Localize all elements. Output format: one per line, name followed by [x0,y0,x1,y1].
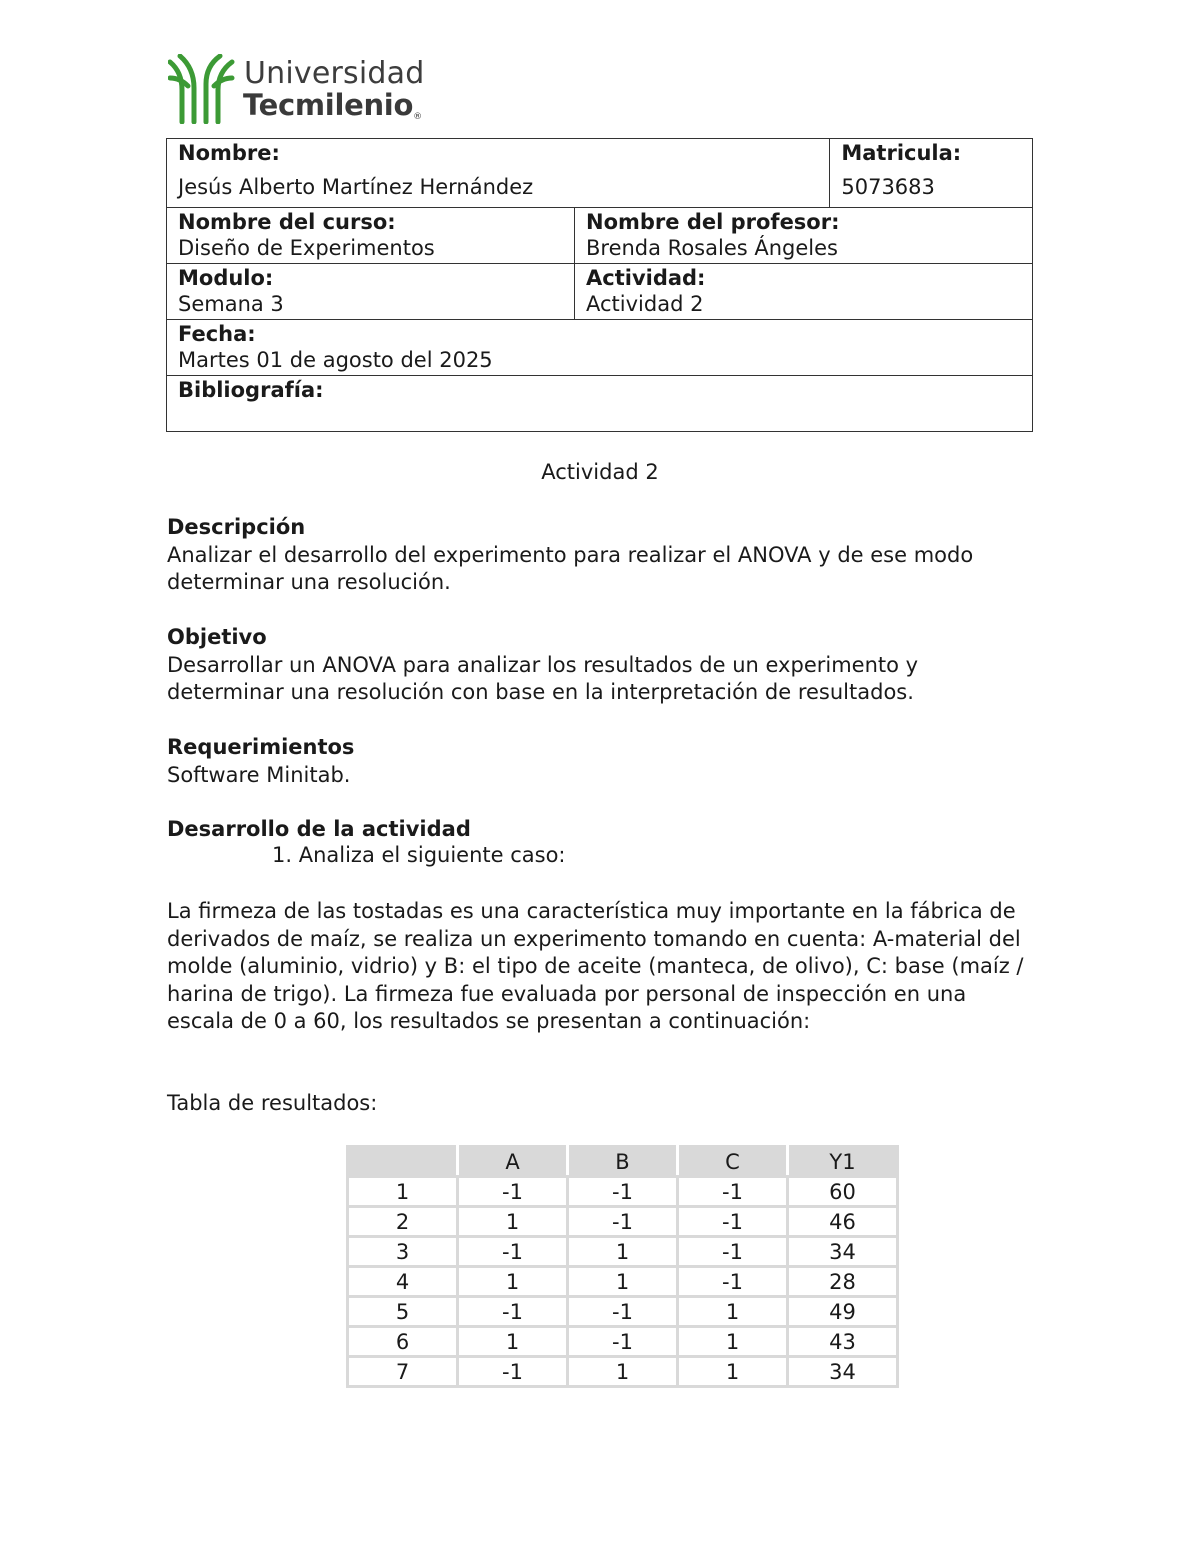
fecha-cell [167,320,1033,376]
fecha-label: Fecha: [178,322,256,346]
table-row [348,1177,898,1207]
header-cell: Y1 [788,1147,898,1177]
table-cell: -1 [568,1327,678,1357]
table-cell: 46 [788,1207,898,1237]
objetivo-heading: Objetivo [167,625,267,649]
modulo-cell [167,264,575,320]
table-cell: -1 [458,1357,568,1387]
table-cell: 7 [348,1357,458,1387]
descripcion-heading: Descripción [167,515,306,539]
table-header-row [348,1147,898,1177]
caso-text: La firmeza de las tostadas es una característica muy importante en la fábrica de derivados de maíz, se realiza un experimento tomando en cuenta: A-material del molde (aluminio, vidrio) y B: el tipo de aceite (manteca, de olivo), C: base (maíz / harina de trigo). La firmeza fue evaluada por personal de inspección en una escala de 0 a 60, los resultados se presentan a continuación: [167,899,1024,1033]
header-cell: B [568,1147,678,1177]
table-cell: 2 [348,1207,458,1237]
table-cell: 1 [458,1327,568,1357]
table-cell: -1 [678,1207,788,1237]
table-cell: 60 [788,1177,898,1207]
table-cell: 1 [678,1327,788,1357]
desarrollo-heading: Desarrollo de la actividad [167,817,471,841]
matricula-label: Matricula: [841,141,962,165]
table-cell: 5 [348,1297,458,1327]
table-row [348,1267,898,1297]
tabla-label-section [167,1090,1037,1118]
table-cell: 1 [678,1297,788,1327]
actividad-value: Actividad 2 [586,292,704,316]
table-cell: 34 [788,1237,898,1267]
university-logo [168,52,428,126]
table-row [348,1207,898,1237]
table-row [348,1237,898,1267]
curso-label: Nombre del curso: [178,210,396,234]
table-cell: -1 [678,1177,788,1207]
student-info-table [166,138,1033,432]
table-cell: -1 [678,1237,788,1267]
logo-universidad-text: Universidad [244,56,425,91]
table-row [348,1297,898,1327]
nombre-label: Nombre: [178,141,280,165]
objetivo-text: Desarrollar un ANOVA para analizar los resultados de un experimento y determinar una resolución con base en la interpretación de resultados. [167,652,919,704]
tabla-label: Tabla de resultados: [167,1091,378,1115]
table-row [348,1357,898,1387]
table-cell: 43 [788,1327,898,1357]
matricula-value: 5073683 [841,175,935,199]
table-cell: -1 [458,1177,568,1207]
descripcion-section [167,514,1037,597]
table-cell: 1 [568,1237,678,1267]
table-row [348,1327,898,1357]
table-cell: 34 [788,1357,898,1387]
profesor-value: Brenda Rosales Ángeles [586,236,838,260]
curso-cell [167,208,575,264]
profesor-label: Nombre del profesor: [586,210,840,234]
caso-section [167,898,1037,1036]
document-title: Actividad 2 [541,460,659,484]
requerimientos-text: Software Minitab. [167,762,351,787]
actividad-cell [575,264,1033,320]
desarrollo-section [167,816,1037,844]
header-cell: A [458,1147,568,1177]
table-cell: -1 [458,1297,568,1327]
actividad-label: Actividad: [586,266,706,290]
header-cell: C [678,1147,788,1177]
table-cell: 6 [348,1327,458,1357]
nombre-value: Jesús Alberto Martínez Hernández [178,175,534,199]
table-cell: 1 [568,1267,678,1297]
results-table [346,1145,899,1388]
descripcion-text: Analizar el desarrollo del experimento para realizar el ANOVA y de ese modo determinar una resolución. [167,542,974,594]
table-cell: 1 [458,1267,568,1297]
requerimientos-heading: Requerimientos [167,735,355,759]
table-cell: 3 [348,1237,458,1267]
logo-tecmilenio-text: Tecmilenio® [243,88,422,122]
objetivo-section [167,624,1037,707]
table-cell: -1 [678,1267,788,1297]
table-cell: 4 [348,1267,458,1297]
list-item: 1. Analiza el siguiente caso: [272,843,566,867]
bibliografia-cell [167,376,1033,432]
table-cell: -1 [568,1297,678,1327]
table-cell: 1 [458,1207,568,1237]
table-cell: 28 [788,1267,898,1297]
header-cell [348,1147,458,1177]
requerimientos-section [167,734,1037,789]
table-cell: 49 [788,1297,898,1327]
nombre-cell [167,139,830,208]
table-cell: 1 [678,1357,788,1387]
table-cell: 1 [568,1357,678,1387]
bibliografia-label: Bibliografía: [178,378,324,402]
table-cell: -1 [458,1237,568,1267]
table-cell: 1 [348,1177,458,1207]
tecmilenio-emblem-icon [168,54,236,124]
fecha-value: Martes 01 de agosto del 2025 [178,348,493,372]
matricula-cell [830,139,1033,208]
modulo-value: Semana 3 [178,292,284,316]
modulo-label: Modulo: [178,266,274,290]
curso-value: Diseño de Experimentos [178,236,435,260]
table-cell: -1 [568,1177,678,1207]
table-cell: -1 [568,1207,678,1237]
profesor-cell [575,208,1033,264]
